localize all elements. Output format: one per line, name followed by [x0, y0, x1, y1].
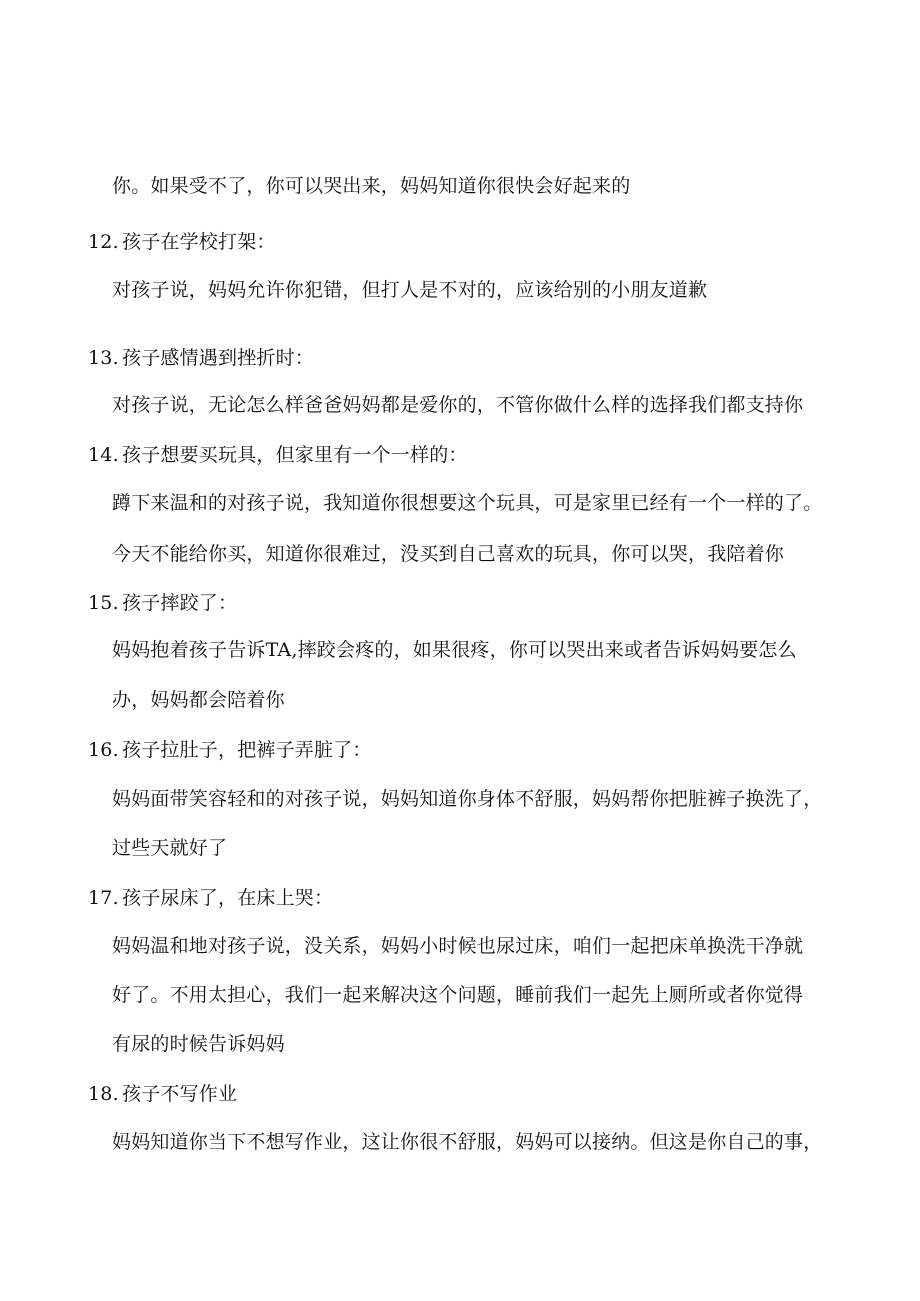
- item-15-line-2: 办，妈妈都会陪着你: [112, 689, 285, 711]
- item-number: 17.: [88, 887, 119, 909]
- item-heading-text: 孩子想要买玩具，但家里有一个一样的：: [122, 444, 468, 466]
- item-14-line-2: 今天不能给你买，知道你很难过，没买到自己喜欢的玩具，你可以哭，我陪着你: [112, 543, 785, 565]
- item-number: 14.: [88, 444, 119, 466]
- item-number: 12.: [88, 231, 119, 253]
- item-heading-12: [88, 229, 276, 255]
- item-17-line-3: 有尿的时候告诉妈妈: [112, 1033, 285, 1055]
- item-heading-text: 孩子不写作业: [122, 1083, 238, 1105]
- item-number: 16.: [88, 739, 119, 761]
- item-number: 18.: [88, 1083, 119, 1105]
- item-16-line-1: 妈妈面带笑容轻和的对孩子说，妈妈知道你身体不舒服，妈妈帮你把脏裤子换洗了，: [112, 788, 823, 810]
- item-16-line-2: 过些天就好了: [112, 837, 228, 859]
- item-heading-14: [88, 442, 468, 468]
- item-13-line-1: 对孩子说，无论怎么样爸爸妈妈都是爱你的，不管你做什么样的选择我们都支持你: [112, 394, 804, 416]
- item-heading-16: [88, 737, 372, 763]
- item-18-line-1: 妈妈知道你当下不想写作业，这让你很不舒服，妈妈可以接纳。但这是你自己的事，: [112, 1131, 823, 1153]
- item-14-line-1: 蹲下来温和的对孩子说，我知道你很想要这个玩具，可是家里已经有一个一样的了。: [112, 492, 823, 514]
- item-heading-text: 孩子感情遇到挫折时：: [122, 347, 315, 369]
- item-heading-17: [88, 885, 333, 911]
- item-heading-text: 孩子尿床了，在床上哭：: [122, 887, 334, 909]
- item-heading-18: [88, 1081, 237, 1107]
- item-heading-text: 孩子摔跤了：: [122, 592, 238, 614]
- item-heading-15: [88, 590, 237, 616]
- item-heading-text: 孩子拉肚子，把裤子弄脏了：: [122, 739, 372, 761]
- item-heading-text: 孩子在学校打架：: [122, 231, 276, 253]
- intro-line: 你。如果受不了，你可以哭出来，妈妈知道你很快会好起来的: [112, 175, 631, 197]
- item-17-line-2: 好了。不用太担心，我们一起来解决这个问题，睡前我们一起先上厕所或者你觉得: [112, 984, 804, 1006]
- item-heading-13: [88, 345, 314, 371]
- item-15-line-1: 妈妈抱着孩子告诉TA,摔跤会疼的，如果很疼，你可以哭出来或者告诉妈妈要怎么: [112, 639, 797, 661]
- item-12-line-1: 对孩子说，妈妈允许你犯错，但打人是不对的，应该给别的小朋友道歉: [112, 279, 708, 301]
- item-number: 15.: [88, 592, 119, 614]
- item-number: 13.: [88, 347, 119, 369]
- item-17-line-1: 妈妈温和地对孩子说，没关系，妈妈小时候也尿过床，咱们一起把床单换洗干净就: [112, 935, 804, 957]
